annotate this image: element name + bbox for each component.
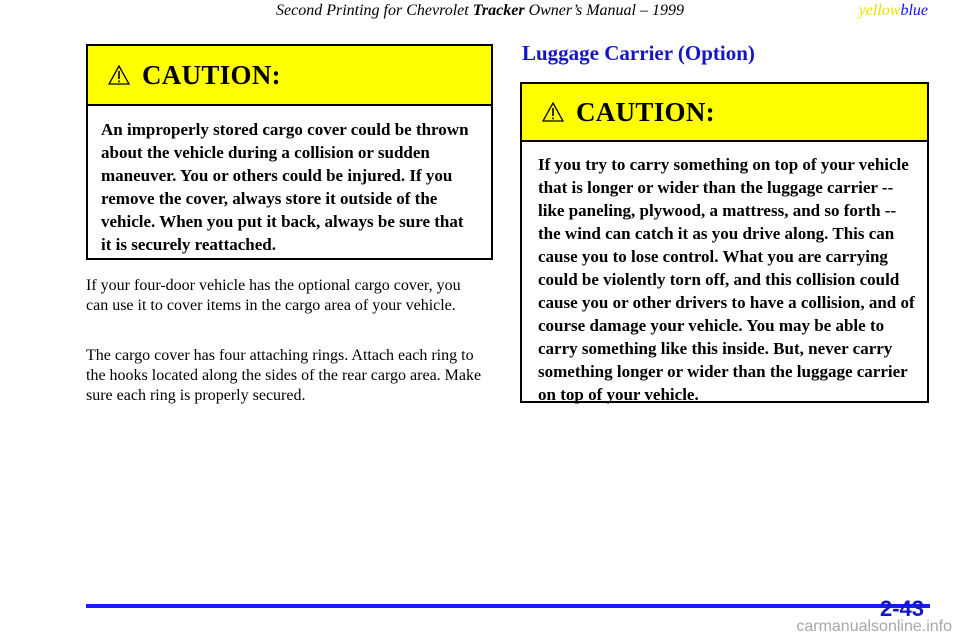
tag-blue: blue — [900, 2, 928, 19]
warning-triangle-icon — [542, 102, 564, 122]
header-prefix: Second Printing for Chevrolet — [276, 2, 473, 19]
warning-triangle-icon — [108, 65, 130, 85]
caution-header — [88, 46, 491, 106]
cargo-cover-caution-box — [86, 44, 493, 260]
tag-yellow: yellow — [858, 2, 901, 19]
print-color-tags — [859, 2, 928, 20]
caution-title: CAUTION: — [142, 59, 281, 90]
caution-text: An improperly stored cargo cover could be thrown about the vehicle during a collision or sudden maneuver. You or others could be injured. If you remove the cover, always store it outside of the vehicle. When you put it back, always be sure that it is securely reattached. — [101, 120, 469, 254]
running-header — [0, 2, 960, 20]
cargo-cover-paragraph-2: The cargo cover has four attaching rings. Attach each ring to the hooks located along the sides of the rear cargo area. Make sure each ring is properly secured. — [86, 347, 482, 404]
luggage-carrier-caution-box — [520, 82, 929, 403]
watermark: carmanualsonline.info — [796, 618, 952, 635]
caution-text: If you try to carry something on top of your vehicle that is longer or wider than the luggage carrier -- like paneling, plywood, a mattress, and so forth -- the wind can catch it as you drive along. This can cause you to lose control. What you are carrying could be violently torn off, and this collision could cause you or other drivers to have a collision, and of course damage your vehicle. You may be able to carry something like this inside. But, never carry something longer or wider than the luggage carrier on top of your vehicle. — [538, 155, 915, 404]
caution-title: CAUTION: — [576, 96, 715, 127]
cargo-cover-paragraph-1: If your four-door vehicle has the optional cargo cover, you can use it to cover items in the cargo area of your vehicle. — [86, 277, 461, 314]
header-model: Tracker — [472, 2, 525, 19]
section-title: Luggage Carrier (Option) — [522, 41, 755, 65]
footer-rule — [86, 604, 930, 608]
caution-header — [522, 84, 927, 142]
header-suffix: Owner’s Manual – 1999 — [524, 2, 684, 19]
page-number: 2-43 — [879, 596, 924, 621]
